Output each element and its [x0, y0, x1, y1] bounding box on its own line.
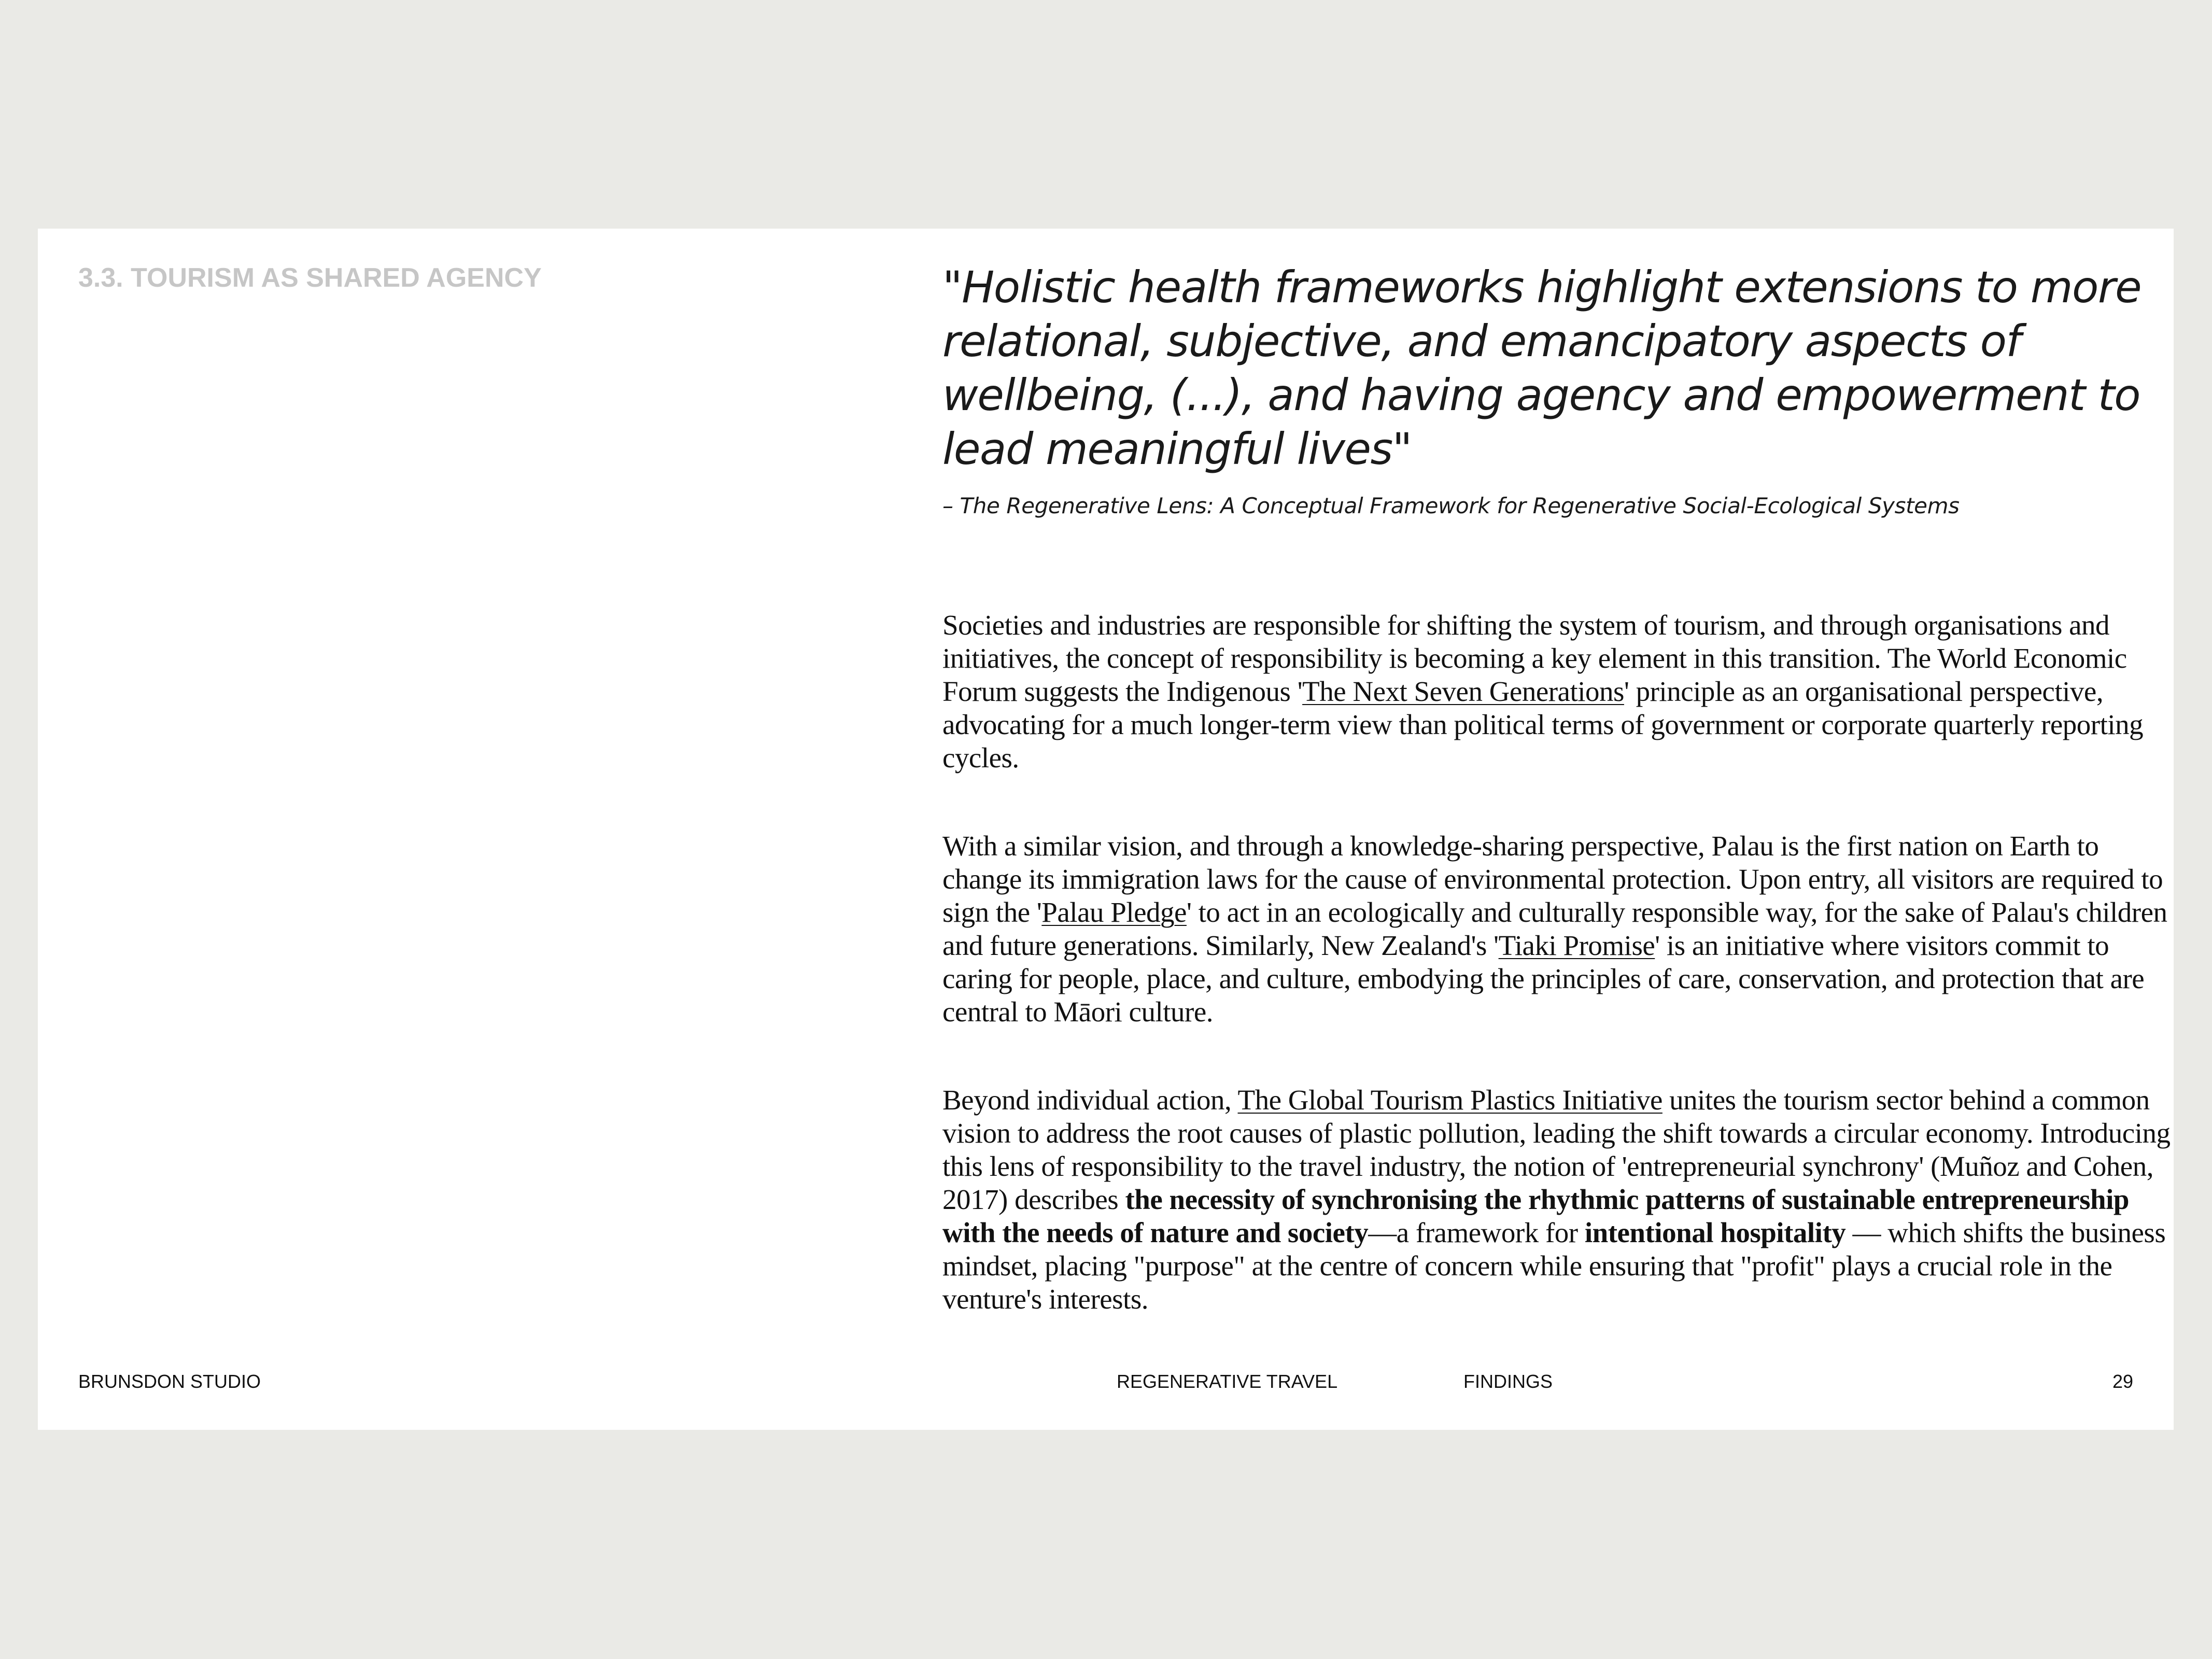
paragraph-text: ' principle as an organisational perspective, advocating for a much longer-term view than political terms of government or corporate quarterly reporting cycles.: [942, 676, 2144, 774]
page-number: 29: [2112, 1371, 2133, 1392]
paragraph-2: [942, 830, 2174, 1029]
paragraph-text: ' to act in an ecologically and culturally responsible way, for the sake of Palau's children and future generations. Similarly, New Zealand's ': [942, 896, 2167, 961]
paragraph-text: —a framework for: [1368, 1217, 1585, 1248]
bold-emphasis: intentional hospitality: [1584, 1217, 1846, 1248]
quote-attribution: – The Regenerative Lens: A Conceptual Framework for Regenerative Social-Ecological Systems: [942, 493, 1960, 518]
footer-studio: BRUNSDON STUDIO: [78, 1371, 261, 1392]
palau-pledge-link[interactable]: Palau Pledge: [1041, 896, 1187, 928]
footer-chapter: FINDINGS: [1463, 1371, 1553, 1392]
paragraph-text: With a similar vision, and through a knowledge-sharing perspective, Palau is the first nation on Earth to change its immigration laws for the cause of environmental protection. Upon entry, all visitors are required to sign the ': [942, 830, 2163, 928]
paragraph-1: [942, 609, 2174, 775]
paragraph-text: Beyond individual action,: [942, 1084, 1238, 1116]
paragraph-text: ' is an initiative where visitors commit to caring for people, place, and culture, embodying the principles of care, conservation, and protection that are central to Māori culture.: [942, 930, 2145, 1028]
section-label: 3.3. TOURISM AS SHARED AGENCY: [78, 263, 542, 293]
global-tourism-plastics-initiative-link[interactable]: The Global Tourism Plastics Initiative: [1237, 1084, 1662, 1116]
tiaki-promise-link[interactable]: Tiaki Promise: [1498, 930, 1655, 961]
pull-quote: "Holistic health frameworks highlight extensions to more relational, subjective, and emancipatory aspects of wellbeing, (...), and having agency and empowerment to lead meaningful lives": [942, 262, 2141, 474]
paragraph-text: — which shifts the business mindset, placing "purpose" at the centre of concern while ensuring that "profit" plays a crucial role in the venture's interests.: [942, 1217, 2166, 1315]
paragraph-text: Societies and industries are responsible for shifting the system of tourism, and through organisations and initiatives, the concept of responsibility is becoming a key element in this transition. The World Economic Forum suggests the Indigenous ': [942, 609, 2127, 707]
paragraph-3: [942, 1084, 2174, 1316]
footer-publication: REGENERATIVE TRAVEL: [1117, 1371, 1338, 1392]
document-page: [38, 229, 2174, 1430]
bold-emphasis: the necessity of synchronising the rhythmic patterns of sustainable entrepreneurship with the needs of nature and society: [942, 1184, 2129, 1248]
paragraph-text: unites the tourism sector behind a common vision to address the root causes of plastic pollution, leading the shift towards a circular economy. Introducing this lens of responsibility to the travel industry, the notion of 'entrepreneurial synchrony' (Muñoz and Cohen, 2017) describes: [942, 1084, 2171, 1215]
main-column: [942, 260, 2174, 1316]
next-seven-generations-link[interactable]: The Next Seven Generations: [1302, 676, 1624, 707]
